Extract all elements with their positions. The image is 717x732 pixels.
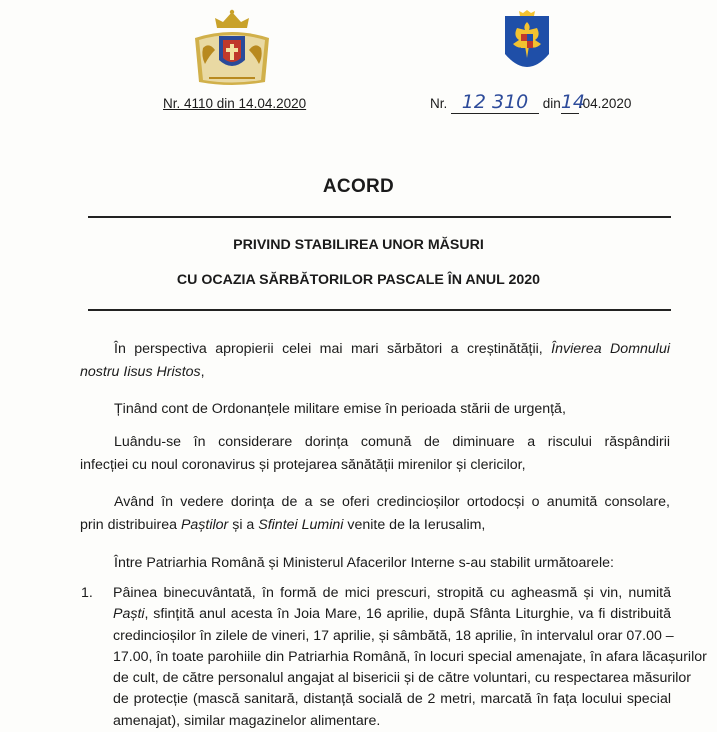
right-reference-number [430,91,631,114]
paragraph-5-text: Între Patriarhia Română și Ministerul Afacerilor Interne s-au stabilit următoarele: [114,555,614,571]
paragraph-2 [80,398,670,421]
p4-text-c: și a [232,517,255,533]
paragraph-1-line-2 [80,361,670,384]
ref-number-handwritten: 12 310 [461,91,529,113]
list-item-1-line-5: de cult, de către personalul angajat al bisericii și de către voluntari, cu respectarea măsurilor [113,670,692,687]
paragraph-4 [80,491,670,537]
paragraph-1-line-1 [80,338,670,361]
list-item-1-italic-pasti: Paști [113,606,145,623]
ref-day-field [560,91,585,114]
left-reference-number: Nr. 4110 din 14.04.2020 [163,96,307,111]
p4-italic-sfintei-lumini: Sfintei Lumini [258,517,344,533]
ref-day-handwritten: 14 [560,91,585,113]
p1-italic-2: nostru Iisus Hristos [80,364,201,380]
ref-date-suffix: .04.2020 [578,96,632,111]
paragraph-1 [80,338,670,384]
p4-italic-pasti: Paștilor [180,517,229,533]
p1-text: În perspectiva apropierii celei mai mari sărbători a creștinătății, [114,341,543,357]
list-item-1-line-4: 17.00, în toate parohiile din Patriarhia Română, în locuri special amenajate, în afara lăcașurilor [113,648,707,665]
paragraph-3 [80,431,670,477]
list-item-1-line-2 [113,604,671,625]
paragraph-3-line-2: infecției cu noul coronavirus și protejarea sănătății mirenilor și clericilor, [80,457,526,473]
p4-text-e: venite de la Ierusalim, [347,517,486,533]
paragraph-4-line-2 [80,514,670,537]
paragraph-3-line-1: Luându-se în considerare dorința comună de diminuare a riscului răspândirii [114,434,670,450]
p4-text-a: prin distribuirea [80,517,177,533]
list-item-1-line-2-rest: , sfințită anul acesta în Joia Mare, 16 aprilie, după Sfânta Liturghie, va fi distribuită [144,606,671,623]
list-item-number: 1. [81,585,93,601]
subtitle-line-2: CU OCAZIA SĂRBĂTORILOR PASCALE ÎN ANUL 2020 [176,272,541,288]
document-title: ACORD [322,176,395,197]
paragraph-2-text: Ținând cont de Ordonanțele militare emise în perioada stării de urgență, [114,401,566,417]
subtitle-line-1: PRIVIND STABILIREA UNOR MĂSURI [233,237,484,253]
ref-prefix: Nr. [430,96,448,111]
list-item-1-line-6: de protecție (mască sanitară, distanță socială de 2 metri, marcată în fața locului special [113,691,671,708]
ref-din: din [542,96,561,111]
top-divider [88,216,671,218]
paragraph-5 [80,552,670,575]
list-item-1 [113,583,707,732]
patriarchate-coat-of-arms-icon [189,8,275,90]
p1-italic-1: Învierea Domnului [551,341,670,357]
romanian-coat-of-arms-icon [501,10,553,80]
ref-number-field [451,91,539,114]
list-item-1-line-3: credincioșilor în zilele de vineri, 17 aprilie, și sâmbătă, 18 aprilie, în intervalul orar 07.00 – [113,627,674,644]
p1-comma: , [200,364,205,380]
list-item-1-line-7: amenajat), similar magazinelor alimentare. [113,712,381,729]
bottom-divider [88,309,671,311]
paragraph-4-line-1: Având în vedere dorința de a se oferi credincioșilor ortodocși o anumită consolare, [114,494,670,510]
list-item-1-line-1: Pâinea binecuvântată, în formă de mici prescuri, stropită cu agheasmă și vin, numită [113,585,671,601]
